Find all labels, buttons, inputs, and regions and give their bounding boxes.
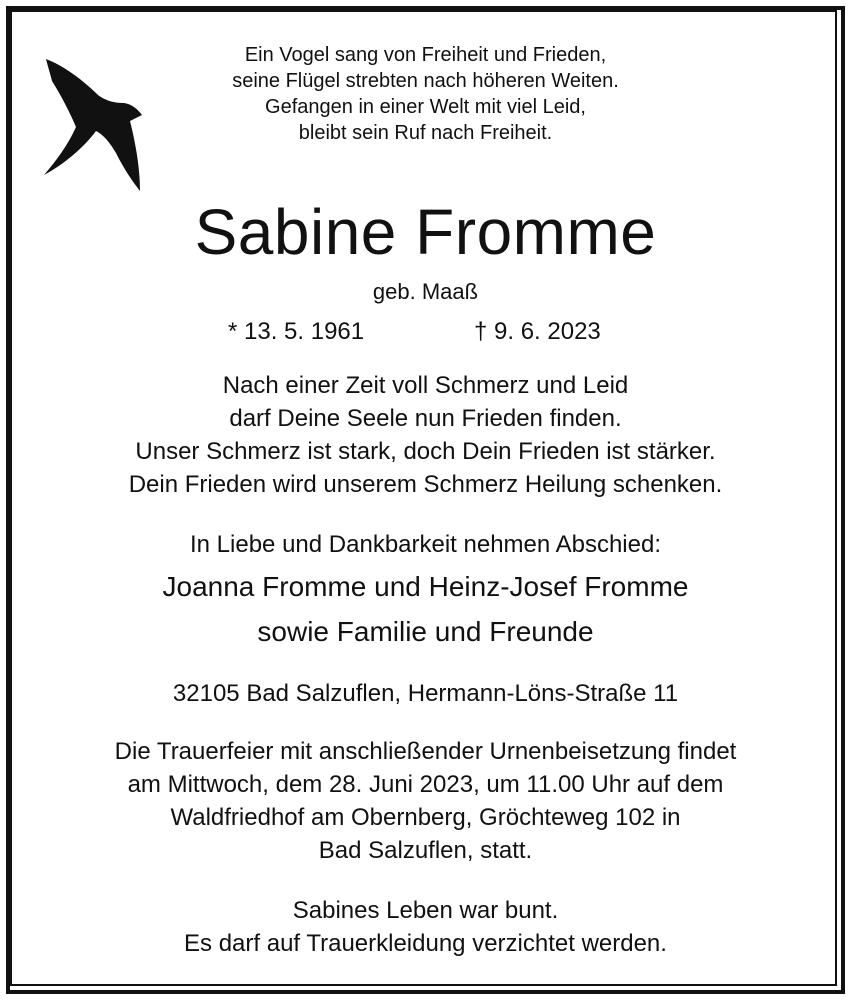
verse-line: Unser Schmerz ist stark, doch Dein Frieden ist stärker.: [135, 438, 716, 465]
farewell-intro: In Liebe und Dankbarkeit nehmen Abschied:: [190, 531, 661, 558]
poem-line: Gefangen in einer Welt mit viel Leid,: [265, 96, 586, 118]
verse-line: Nach einer Zeit voll Schmerz und Leid: [222, 372, 629, 399]
family-names: Joanna Fromme und Heinz-Josef Fromme: [162, 571, 689, 602]
ceremony-line: Bad Salzuflen, statt.: [318, 837, 533, 864]
family-names: sowie Familie und Freunde: [257, 616, 594, 647]
poem-line: bleibt sein Ruf nach Freiheit.: [298, 122, 553, 144]
closing-line: Sabines Leben war bunt.: [292, 897, 559, 924]
birth-name: geb. Maaß: [372, 279, 479, 304]
verse-line: Dein Frieden wird unserem Schmerz Heilung schenken.: [128, 471, 723, 498]
address: 32105 Bad Salzuflen, Hermann-Löns-Straße 11: [172, 680, 679, 707]
birth-date: * 13. 5. 1961: [228, 318, 365, 345]
deceased-name: Sabine Fromme: [194, 196, 657, 268]
death-date: † 9. 6. 2023: [474, 318, 601, 345]
poem-line: Ein Vogel sang von Freiheit und Frieden,: [244, 44, 607, 66]
poem-line: seine Flügel strebten nach höheren Weiten.: [232, 70, 619, 92]
closing-line: Es darf auf Trauerkleidung verzichtet werden.: [184, 930, 667, 957]
verse-line: darf Deine Seele nun Frieden finden.: [229, 405, 622, 432]
ceremony-line: Die Trauerfeier mit anschließender Urnenbeisetzung findet: [114, 738, 737, 765]
ceremony-line: Waldfriedhof am Obernberg, Gröchteweg 102 in: [170, 804, 681, 831]
ceremony-line: am Mittwoch, dem 28. Juni 2023, um 11.00 Uhr auf dem: [127, 771, 724, 798]
